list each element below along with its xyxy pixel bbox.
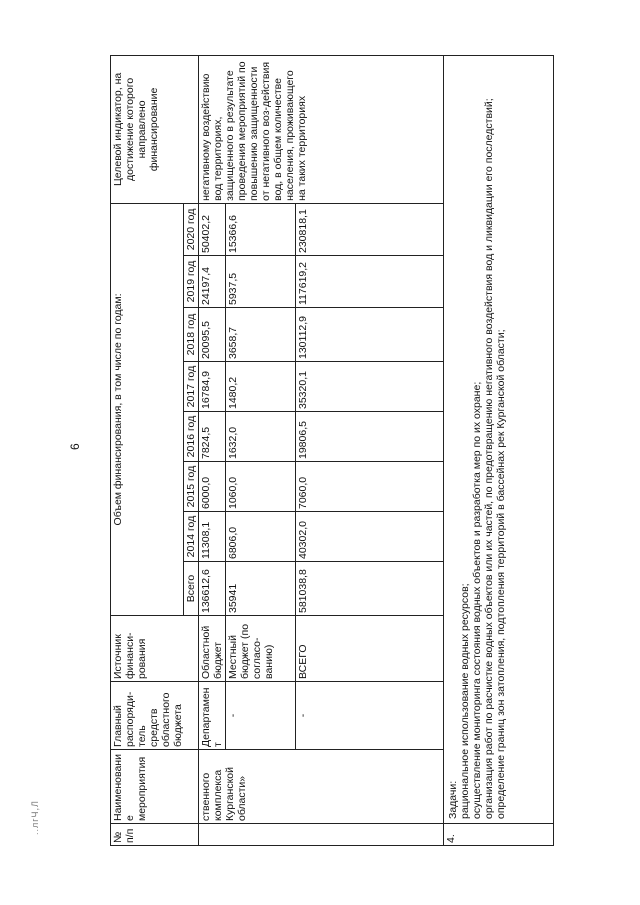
row-num — [199, 824, 444, 846]
row-value-2014: 6806,0 — [226, 512, 296, 562]
tasks-num: 4. — [444, 824, 554, 846]
row-value-2018: 130112,9 — [296, 308, 444, 362]
row-value-2020: 15366,6 — [226, 203, 296, 255]
row-value-2020: 50402,2 — [199, 203, 226, 255]
row-manager: - — [296, 682, 444, 750]
row-total: 35941 — [226, 562, 296, 616]
row-value-2018: 20095,5 — [199, 308, 226, 362]
row-value-2017: 16784,9 — [199, 362, 226, 412]
row-value-2016: 7824,5 — [199, 412, 226, 462]
task-item: организация работ по расчистке водных объектов или их частей, по предотвращению негативного воздействия вод и ликвидации его последствий; — [483, 98, 495, 819]
table-row — [199, 55, 226, 845]
row-source: Местный бюджет (по согласо-ванию) — [226, 616, 296, 682]
header-year-2015: 2015 год — [184, 462, 199, 512]
header-name: Наименование мероприятия — [111, 750, 199, 824]
row-source: ВСЕГО — [296, 616, 444, 682]
row-total: 581038,8 — [296, 562, 444, 616]
header-source: Источник финанси-рования — [111, 616, 199, 682]
header-year-2020: 2020 год — [184, 203, 199, 255]
header-year-2014: 2014 год — [184, 512, 199, 562]
row-name: ственного комплекса Курганской области» — [199, 750, 444, 824]
header-manager: Главный распоряди-тель средств областного бюджета — [111, 682, 199, 750]
row-value-2018: 3658,7 — [226, 308, 296, 362]
tasks-heading: Задачи: — [447, 780, 459, 819]
header-volume: Объем финансирования, в том числе по годам: — [111, 203, 184, 615]
scan-mark: ..лгЧ,Л — [30, 800, 40, 835]
header-target: Целевой индикатор, на достижение которого направлено финансирование — [111, 55, 199, 203]
header-year-2019: 2019 год — [184, 256, 199, 308]
row-value-2017: 35320,1 — [296, 362, 444, 412]
financing-table — [110, 55, 554, 846]
header-total: Всего — [184, 562, 199, 616]
row-value-2019: 24197,4 — [199, 256, 226, 308]
row-value-2015: 6000,0 — [199, 462, 226, 512]
row-value-2015: 7060,0 — [296, 462, 444, 512]
header-year-2018: 2018 год — [184, 308, 199, 362]
row-source: Областной бюджет — [199, 616, 226, 682]
page-number: 6 — [68, 443, 82, 450]
row-value-2014: 40302,0 — [296, 512, 444, 562]
row-value-2016: 19806,5 — [296, 412, 444, 462]
header-num: № п/п — [111, 824, 199, 846]
row-target: негативному воздействию вод территориях, защищенного в результате проведения мероприятий по повышению защищенности от негативного воз-действия вод, в общем количестве населения, проживающего на таких территориях — [199, 55, 444, 203]
row-manager: - — [226, 682, 296, 750]
row-value-2016: 1632,0 — [226, 412, 296, 462]
task-item: определение границ зон затопления, подтопления территорий в бассейнах рек Курганской области; — [495, 329, 507, 819]
task-item: осуществление мониторинга состояния водных объектов и разработка мер по их охране; — [471, 381, 483, 819]
header-year-2017: 2017 год — [184, 362, 199, 412]
header-year-2016: 2016 год — [184, 412, 199, 462]
header-row-1 — [111, 55, 184, 845]
row-value-2017: 1480,2 — [226, 362, 296, 412]
tasks-cell — [444, 55, 554, 823]
row-value-2020: 230818,1 — [296, 203, 444, 255]
row-total: 136612,6 — [199, 562, 226, 616]
row-value-2019: 117619,2 — [296, 256, 444, 308]
row-value-2014: 11308,1 — [199, 512, 226, 562]
row-value-2015: 1060,0 — [226, 462, 296, 512]
rotated-page-content — [110, 56, 616, 846]
row-value-2019: 5937,5 — [226, 256, 296, 308]
row-manager: Департамент — [199, 682, 226, 750]
task-item: рациональное использование водных ресурсов; — [459, 583, 471, 819]
tasks-row — [444, 55, 554, 845]
